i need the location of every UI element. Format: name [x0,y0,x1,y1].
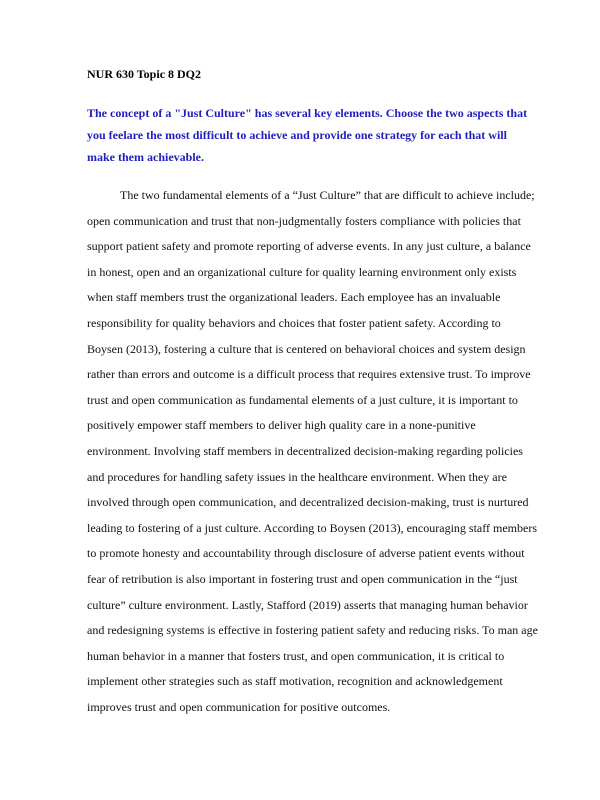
paragraph-line: human behavior in a manner that fosters trust, and open communication, it is critical to [87,648,505,663]
paragraph-line: trust and open communication as fundamental elements of a just culture, it is important to [87,392,518,407]
paragraph-line: in honest, open and an organizational culture for quality learning environment only exists [87,264,517,279]
response-paragraph [87,183,538,720]
discussion-prompt [87,102,527,168]
paragraph-line: fear of retribution is also important in fostering trust and open communication in the “just [87,571,518,586]
paragraph-line: environment. Involving staff members in decentralized decision-making regarding policies [87,443,523,458]
paragraph-line: involved through open communication, and decentralized decision-making, trust is nurtured [87,495,529,510]
paragraph-line: when staff members trust the organizational leaders. Each employee has an invaluable [87,290,501,305]
paragraph-line: positively empower staff members to deliver high quality care in a none-punitive [87,418,476,433]
paragraph-line: and procedures for handling safety issues in the healthcare environment. When they are [87,469,507,484]
paragraph-line: The two fundamental elements of a “Just Culture” that are difficult to achieve include; [120,188,535,202]
paragraph-line: open communication and trust that non-judgmentally fosters compliance with policies that [87,213,521,228]
paragraph-line: improves trust and open communication for positive outcomes. [87,699,391,714]
paragraph-line: implement other strategies such as staff motivation, recognition and acknowledgement [87,674,503,689]
paragraph-line: support patient safety and promote reporting of adverse events. In any just culture, a balance [87,239,531,254]
paragraph-line: and redesigning systems is effective in fostering patient safety and reducing risks. To man age [87,623,538,638]
paragraph-line: Boysen (2013), fostering a culture that is centered on behavioral choices and system design [87,341,526,356]
prompt-line: make them achievable. [87,150,204,164]
paragraph-line: responsibility for quality behaviors and choices that foster patient safety. According to [87,315,501,330]
paragraph-line: to promote honesty and accountability through disclosure of adverse patient events without [87,546,525,561]
prompt-line: The concept of a "Just Culture" has several key elements. Choose the two aspects that [87,106,528,120]
paragraph-line: leading to fostering of a just culture. According to Boysen (2013), encouraging staff members [87,520,537,535]
paragraph-line: rather than errors and outcome is a difficult process that requires extensive trust. To improve [87,367,531,382]
document-title: NUR 630 Topic 8 DQ2 [87,67,202,81]
prompt-line: you feelare the most difficult to achieve and provide one strategy for each that will [87,128,507,142]
paragraph-line: culture” culture environment. Lastly, Stafford (2019) asserts that managing human behavior [87,597,528,612]
